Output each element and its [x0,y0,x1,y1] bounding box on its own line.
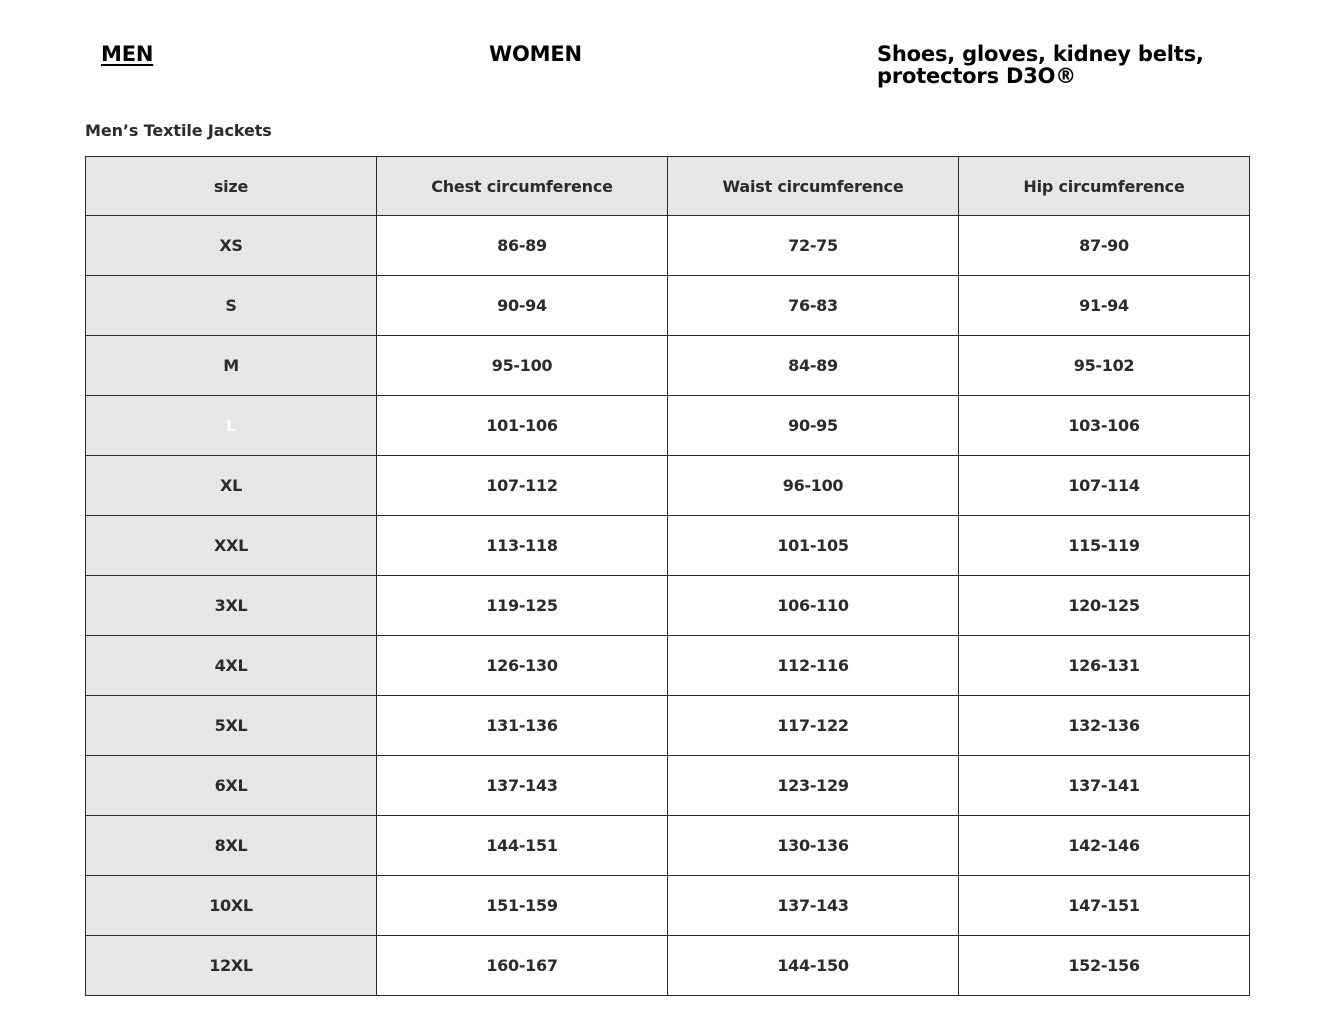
column-header-hip: Hip circumference [959,157,1250,216]
chest-cell: 137-143 [377,756,668,816]
waist-cell: 117-122 [668,696,959,756]
table-row [86,276,1250,336]
chest-cell: 101-106 [377,396,668,456]
hip-cell: 142-146 [959,816,1250,876]
hip-cell: 87-90 [959,216,1250,276]
table-row [86,336,1250,396]
waist-cell: 123-129 [668,756,959,816]
chest-cell: 86-89 [377,216,668,276]
size-chart-table [85,156,1250,996]
tab-accessories-line1: Shoes, gloves, kidney belts, [877,42,1204,66]
waist-cell: 90-95 [668,396,959,456]
tab-accessories-line2: protectors D3O® [877,64,1077,88]
column-header-chest: Chest circumference [377,157,668,216]
chest-cell: 151-159 [377,876,668,936]
size-cell: 12XL [86,936,377,996]
chest-cell: 119-125 [377,576,668,636]
table-row [86,876,1250,936]
chest-cell: 107-112 [377,456,668,516]
size-cell: L [86,396,377,456]
size-cell: XL [86,456,377,516]
waist-cell: 144-150 [668,936,959,996]
table-row [86,576,1250,636]
size-cell: 5XL [86,696,377,756]
table-row [86,756,1250,816]
size-cell: 4XL [86,636,377,696]
table-row [86,456,1250,516]
table-row [86,816,1250,876]
size-cell: S [86,276,377,336]
waist-cell: 106-110 [668,576,959,636]
hip-cell: 147-151 [959,876,1250,936]
hip-cell: 107-114 [959,456,1250,516]
table-header-row [86,157,1250,216]
chest-cell: 90-94 [377,276,668,336]
size-cell: XS [86,216,377,276]
waist-cell: 101-105 [668,516,959,576]
tab-women[interactable]: WOMEN [489,42,582,66]
size-cell: 10XL [86,876,377,936]
hip-cell: 126-131 [959,636,1250,696]
column-header-size: size [86,157,377,216]
hip-cell: 120-125 [959,576,1250,636]
waist-cell: 96-100 [668,456,959,516]
waist-cell: 84-89 [668,336,959,396]
hip-cell: 152-156 [959,936,1250,996]
chest-cell: 95-100 [377,336,668,396]
waist-cell: 76-83 [668,276,959,336]
size-cell: 3XL [86,576,377,636]
hip-cell: 115-119 [959,516,1250,576]
chest-cell: 144-151 [377,816,668,876]
table-row [86,636,1250,696]
chest-cell: 113-118 [377,516,668,576]
waist-cell: 130-136 [668,816,959,876]
chest-cell: 131-136 [377,696,668,756]
tab-accessories[interactable] [877,43,1237,87]
column-header-waist: Waist circumference [668,157,959,216]
hip-cell: 137-141 [959,756,1250,816]
table-row [86,936,1250,996]
waist-cell: 137-143 [668,876,959,936]
hip-cell: 103-106 [959,396,1250,456]
waist-cell: 112-116 [668,636,959,696]
size-cell: XXL [86,516,377,576]
chest-cell: 126-130 [377,636,668,696]
tab-men[interactable]: MEN [101,42,154,66]
table-row [86,396,1250,456]
size-cell: 8XL [86,816,377,876]
waist-cell: 72-75 [668,216,959,276]
hip-cell: 132-136 [959,696,1250,756]
hip-cell: 91-94 [959,276,1250,336]
chest-cell: 160-167 [377,936,668,996]
size-cell: 6XL [86,756,377,816]
section-title: Men’s Textile Jackets [85,121,272,140]
hip-cell: 95-102 [959,336,1250,396]
table-row [86,516,1250,576]
table-row [86,216,1250,276]
table-row [86,696,1250,756]
size-cell: M [86,336,377,396]
